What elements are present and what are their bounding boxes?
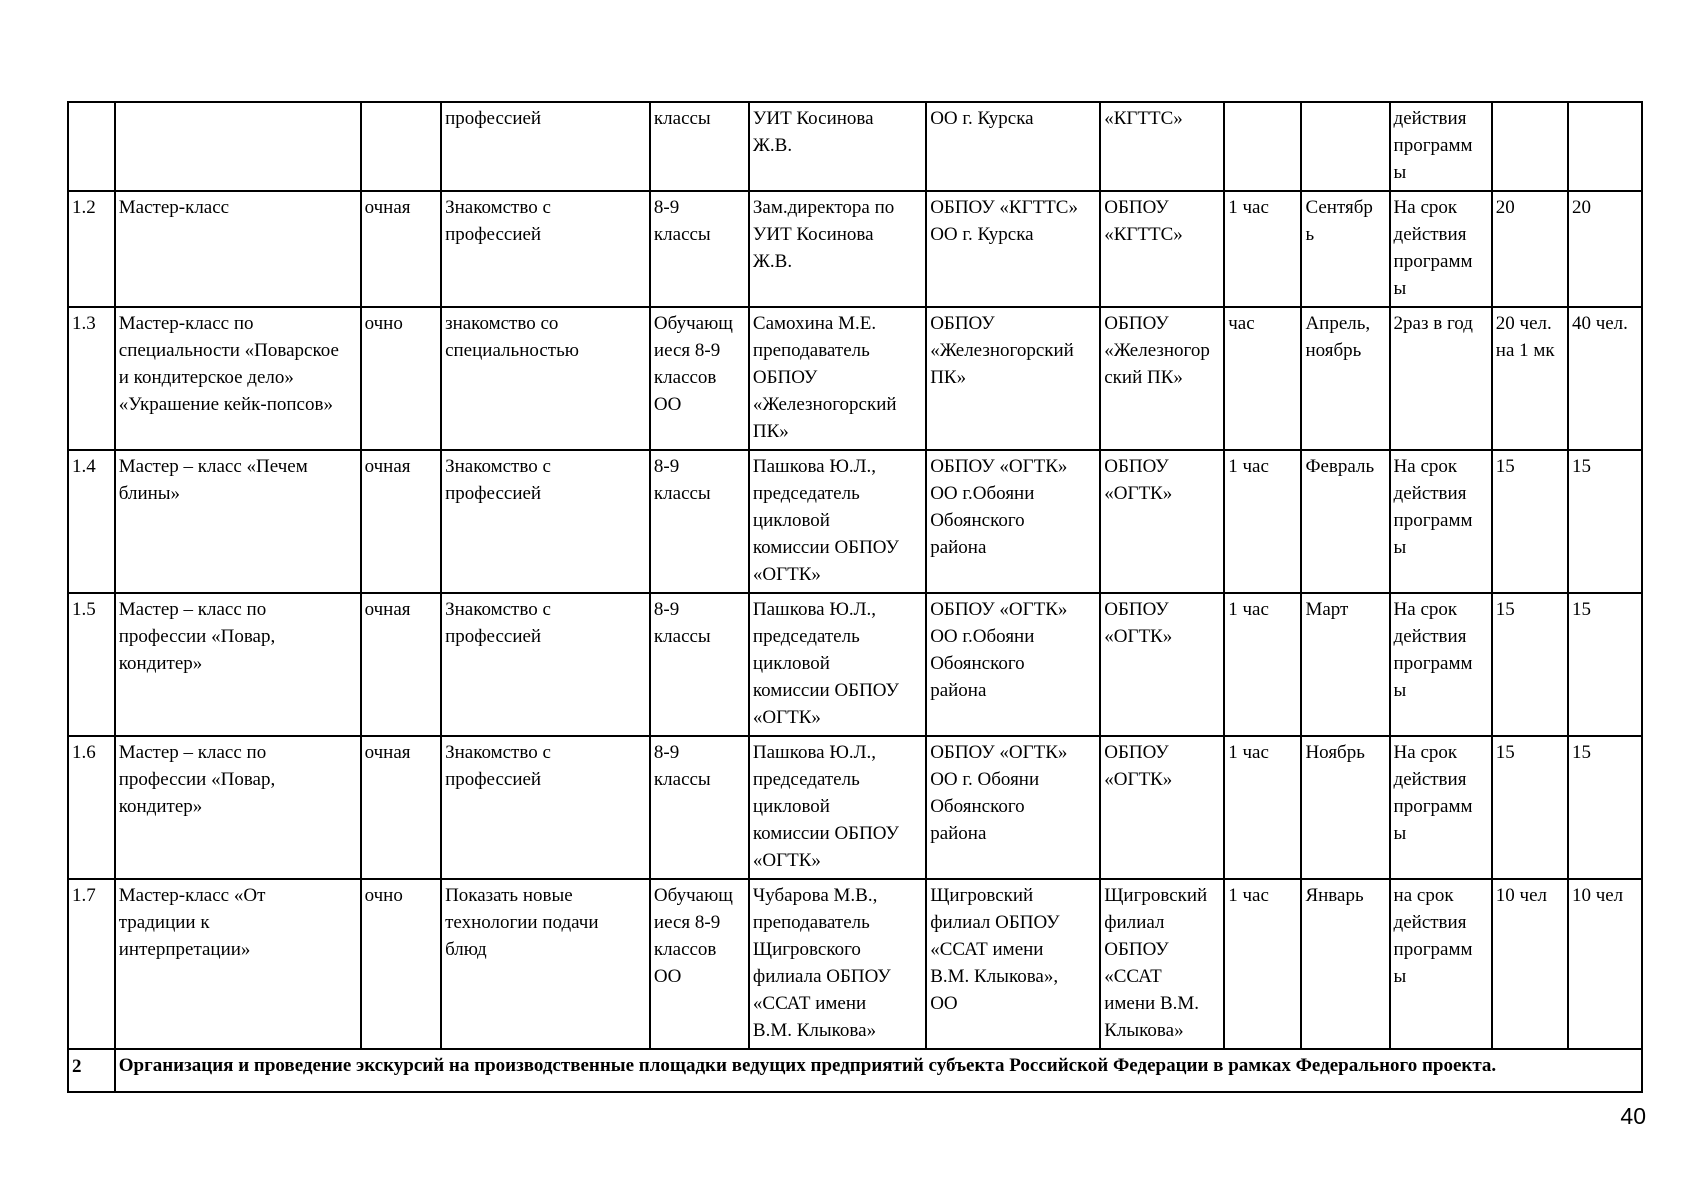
table-row (68, 736, 1642, 879)
cell-planned-count: 15 (1492, 450, 1568, 593)
cell-participants: Обучающ иеся 8-9 классов ОО (650, 879, 749, 1049)
cell-period: Март (1301, 593, 1389, 736)
cell-duration: 1 час (1224, 736, 1301, 879)
cell-venue: Щигровский филиал ОБПОУ «ССАТ имени В.М. Клыкова» (1100, 879, 1224, 1049)
table-body (68, 102, 1642, 1092)
cell-responsible: УИТ Косинова Ж.В. (749, 102, 926, 191)
cell-row-number (68, 102, 115, 191)
section-row (68, 1049, 1642, 1092)
cell-planned-count: 10 чел (1492, 879, 1568, 1049)
cell-format: очная (361, 450, 441, 593)
cell-responsible: Зам.директора по УИТ Косинова Ж.В. (749, 191, 926, 307)
table-row (68, 593, 1642, 736)
cell-goal: Знакомство с профессией (441, 593, 650, 736)
cell-duration: 1 час (1224, 450, 1301, 593)
cell-event-name: Мастер – класс по профессии «Повар, кондитер» (115, 593, 361, 736)
cell-organizers: ОБПОУ «Железногорский ПК» (926, 307, 1100, 450)
table-row (68, 450, 1642, 593)
activities-table (67, 101, 1643, 1093)
table-row (68, 879, 1642, 1049)
cell-goal: Знакомство с профессией (441, 191, 650, 307)
cell-responsible: Пашкова Ю.Л., председатель цикловой комиссии ОБПОУ «ОГТК» (749, 450, 926, 593)
table-row (68, 307, 1642, 450)
cell-duration: 1 час (1224, 879, 1301, 1049)
cell-organizers: ОБПОУ «ОГТК» ОО г.Обояни Обоянского района (926, 450, 1100, 593)
cell-event-name: Мастер-класс (115, 191, 361, 307)
cell-row-number: 1.5 (68, 593, 115, 736)
cell-format: очно (361, 879, 441, 1049)
cell-period: Сентябр ь (1301, 191, 1389, 307)
cell-format (361, 102, 441, 191)
cell-organizers: ОБПОУ «ОГТК» ОО г.Обояни Обоянского района (926, 593, 1100, 736)
cell-organizers: ОО г. Курска (926, 102, 1100, 191)
cell-venue: ОБПОУ «ОГТК» (1100, 736, 1224, 879)
cell-responsible: Пашкова Ю.Л., председатель цикловой комиссии ОБПОУ «ОГТК» (749, 593, 926, 736)
cell-goal: знакомство со специальностью (441, 307, 650, 450)
cell-participants: Обучающ иеся 8-9 классов ОО (650, 307, 749, 450)
cell-venue: ОБПОУ «ОГТК» (1100, 450, 1224, 593)
cell-venue: ОБПОУ «Железногор ский ПК» (1100, 307, 1224, 450)
cell-period (1301, 102, 1389, 191)
cell-frequency: На срок действия программ ы (1390, 593, 1492, 736)
cell-goal: Показать новые технологии подачи блюд (441, 879, 650, 1049)
cell-participants: 8-9 классы (650, 736, 749, 879)
cell-event-name: Мастер-класс «От традиции к интерпретации» (115, 879, 361, 1049)
cell-responsible: Пашкова Ю.Л., председатель цикловой комиссии ОБПОУ «ОГТК» (749, 736, 926, 879)
cell-row-number: 1.3 (68, 307, 115, 450)
cell-goal: Знакомство с профессией (441, 450, 650, 593)
cell-organizers: ОБПОУ «ОГТК» ОО г. Обояни Обоянского района (926, 736, 1100, 879)
cell-participants: 8-9 классы (650, 450, 749, 593)
cell-actual-count: 20 (1568, 191, 1642, 307)
cell-format: очная (361, 191, 441, 307)
cell-organizers: Щигровский филиал ОБПОУ «ССАТ имени В.М. Клыкова», ОО (926, 879, 1100, 1049)
cell-actual-count: 10 чел (1568, 879, 1642, 1049)
cell-participants: 8-9 классы (650, 593, 749, 736)
cell-period: Февраль (1301, 450, 1389, 593)
cell-event-name: Мастер – класс по профессии «Повар, кондитер» (115, 736, 361, 879)
cell-format: очная (361, 736, 441, 879)
cell-duration: 1 час (1224, 191, 1301, 307)
cell-participants: классы (650, 102, 749, 191)
cell-frequency: действия программ ы (1390, 102, 1492, 191)
cell-duration (1224, 102, 1301, 191)
cell-planned-count: 15 (1492, 593, 1568, 736)
table-row (68, 102, 1642, 191)
cell-responsible: Чубарова М.В., преподаватель Щигровского филиала ОБПОУ «ССАТ имени В.М. Клыкова» (749, 879, 926, 1049)
cell-participants: 8-9 классы (650, 191, 749, 307)
cell-planned-count: 20 (1492, 191, 1568, 307)
cell-responsible: Самохина М.Е. преподаватель ОБПОУ «Железногорский ПК» (749, 307, 926, 450)
cell-planned-count (1492, 102, 1568, 191)
table-row (68, 191, 1642, 307)
cell-frequency: На срок действия программ ы (1390, 736, 1492, 879)
cell-frequency: на срок действия программ ы (1390, 879, 1492, 1049)
cell-actual-count: 15 (1568, 593, 1642, 736)
section-title: Организация и проведение экскурсий на производственные площадки ведущих предприятий субъекта Российской Федерации в рамках Федерального проекта. (115, 1049, 1642, 1092)
cell-duration: 1 час (1224, 593, 1301, 736)
cell-venue: «КГТТС» (1100, 102, 1224, 191)
cell-event-name: Мастер-класс по специальности «Поварское и кондитерское дело» «Украшение кейк-попсов» (115, 307, 361, 450)
cell-row-number: 1.2 (68, 191, 115, 307)
cell-format: очная (361, 593, 441, 736)
cell-actual-count: 15 (1568, 736, 1642, 879)
cell-event-name: Мастер – класс «Печем блины» (115, 450, 361, 593)
cell-format: очно (361, 307, 441, 450)
cell-frequency: 2раз в год (1390, 307, 1492, 450)
cell-actual-count (1568, 102, 1642, 191)
cell-actual-count: 15 (1568, 450, 1642, 593)
cell-planned-count: 20 чел. на 1 мк (1492, 307, 1568, 450)
cell-venue: ОБПОУ «КГТТС» (1100, 191, 1224, 307)
cell-goal: Знакомство с профессией (441, 736, 650, 879)
cell-planned-count: 15 (1492, 736, 1568, 879)
cell-period: Январь (1301, 879, 1389, 1049)
cell-organizers: ОБПОУ «КГТТС» ОО г. Курска (926, 191, 1100, 307)
cell-frequency: На срок действия программ ы (1390, 191, 1492, 307)
page-number: 40 (1620, 1103, 1646, 1129)
cell-row-number: 1.4 (68, 450, 115, 593)
cell-event-name (115, 102, 361, 191)
cell-actual-count: 40 чел. (1568, 307, 1642, 450)
cell-period: Апрель, ноябрь (1301, 307, 1389, 450)
section-number: 2 (68, 1049, 115, 1092)
cell-period: Ноябрь (1301, 736, 1389, 879)
cell-row-number: 1.6 (68, 736, 115, 879)
cell-venue: ОБПОУ «ОГТК» (1100, 593, 1224, 736)
cell-duration: час (1224, 307, 1301, 450)
cell-goal: профессией (441, 102, 650, 191)
cell-frequency: На срок действия программ ы (1390, 450, 1492, 593)
cell-row-number: 1.7 (68, 879, 115, 1049)
